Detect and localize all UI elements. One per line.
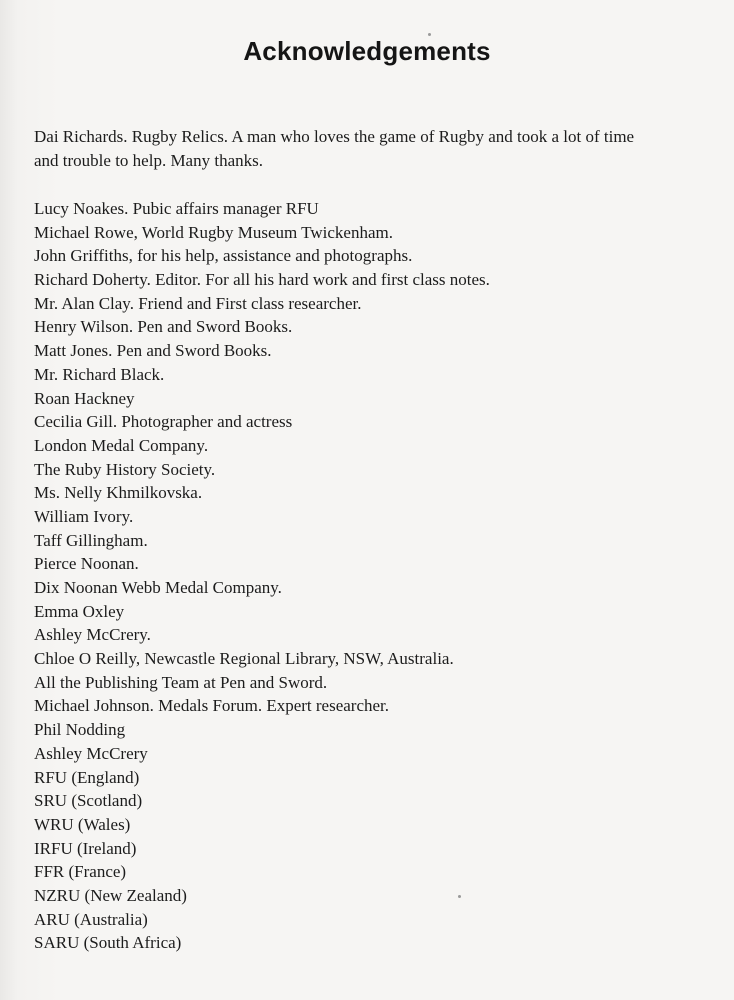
acknowledgement-item: Roan Hackney bbox=[34, 388, 135, 408]
acknowledgement-item: NZRU (New Zealand) bbox=[34, 885, 187, 905]
acknowledgement-item: IRFU (Ireland) bbox=[34, 838, 137, 858]
acknowledgement-item: Ms. Nelly Khmilkovska. bbox=[34, 483, 203, 503]
acknowledgement-item: WRU (Wales) bbox=[34, 814, 131, 834]
acknowledgement-item: Mr. Richard Black. bbox=[34, 364, 165, 384]
intro-line: Dai Richards. Rugby Relics. A man who loves the game of Rugby and took a lot of time bbox=[34, 127, 635, 146]
acknowledgement-list bbox=[34, 197, 704, 955]
acknowledgement-item: Ashley McCrery. bbox=[34, 625, 151, 645]
acknowledgement-item: Michael Johnson. Medals Forum. Expert researcher. bbox=[34, 696, 390, 716]
acknowledgement-item: Cecilia Gill. Photographer and actress bbox=[34, 412, 293, 432]
acknowledgement-item: Matt Jones. Pen and Sword Books. bbox=[34, 341, 272, 361]
acknowledgement-item: SRU (Scotland) bbox=[34, 791, 143, 811]
acknowledgement-item: FFR (France) bbox=[34, 862, 127, 882]
acknowledgement-item: Mr. Alan Clay. Friend and First class researcher. bbox=[34, 293, 362, 313]
acknowledgement-item: London Medal Company. bbox=[34, 435, 209, 455]
acknowledgement-item: Lucy Noakes. Pubic affairs manager RFU bbox=[34, 199, 319, 218]
acknowledgement-item: Phil Nodding bbox=[34, 720, 126, 740]
print-speck bbox=[428, 33, 431, 36]
acknowledgement-item: Michael Rowe, World Rugby Museum Twickenham. bbox=[34, 222, 393, 242]
acknowledgement-item: RFU (England) bbox=[34, 767, 140, 787]
acknowledgement-item: Dix Noonan Webb Medal Company. bbox=[34, 578, 282, 597]
intro-line: and trouble to help. Many thanks. bbox=[34, 150, 263, 170]
acknowledgement-item: Pierce Noonan. bbox=[34, 554, 139, 574]
acknowledgement-item: John Griffiths, for his help, assistance and photographs. bbox=[34, 246, 413, 266]
intro-paragraph bbox=[34, 125, 704, 172]
page-title: Acknowledgements bbox=[243, 36, 491, 66]
acknowledgement-item: Ashley McCrery bbox=[34, 743, 148, 763]
acknowledgement-item: Richard Doherty. Editor. For all his hard work and first class notes. bbox=[34, 270, 490, 290]
acknowledgement-item: Henry Wilson. Pen and Sword Books. bbox=[34, 317, 293, 337]
acknowledgement-item: ARU (Australia) bbox=[34, 909, 148, 929]
acknowledgement-item: Chloe O Reilly, Newcastle Regional Library, NSW, Australia. bbox=[34, 649, 454, 669]
acknowledgement-item: William Ivory. bbox=[34, 506, 134, 526]
acknowledgement-item: The Ruby History Society. bbox=[34, 459, 216, 479]
acknowledgement-item: SARU (South Africa) bbox=[34, 933, 182, 953]
acknowledgement-item: Taff Gillingham. bbox=[34, 530, 148, 550]
print-speck bbox=[458, 895, 461, 898]
acknowledgement-item: Emma Oxley bbox=[34, 601, 125, 621]
acknowledgement-item: All the Publishing Team at Pen and Sword. bbox=[34, 672, 328, 692]
